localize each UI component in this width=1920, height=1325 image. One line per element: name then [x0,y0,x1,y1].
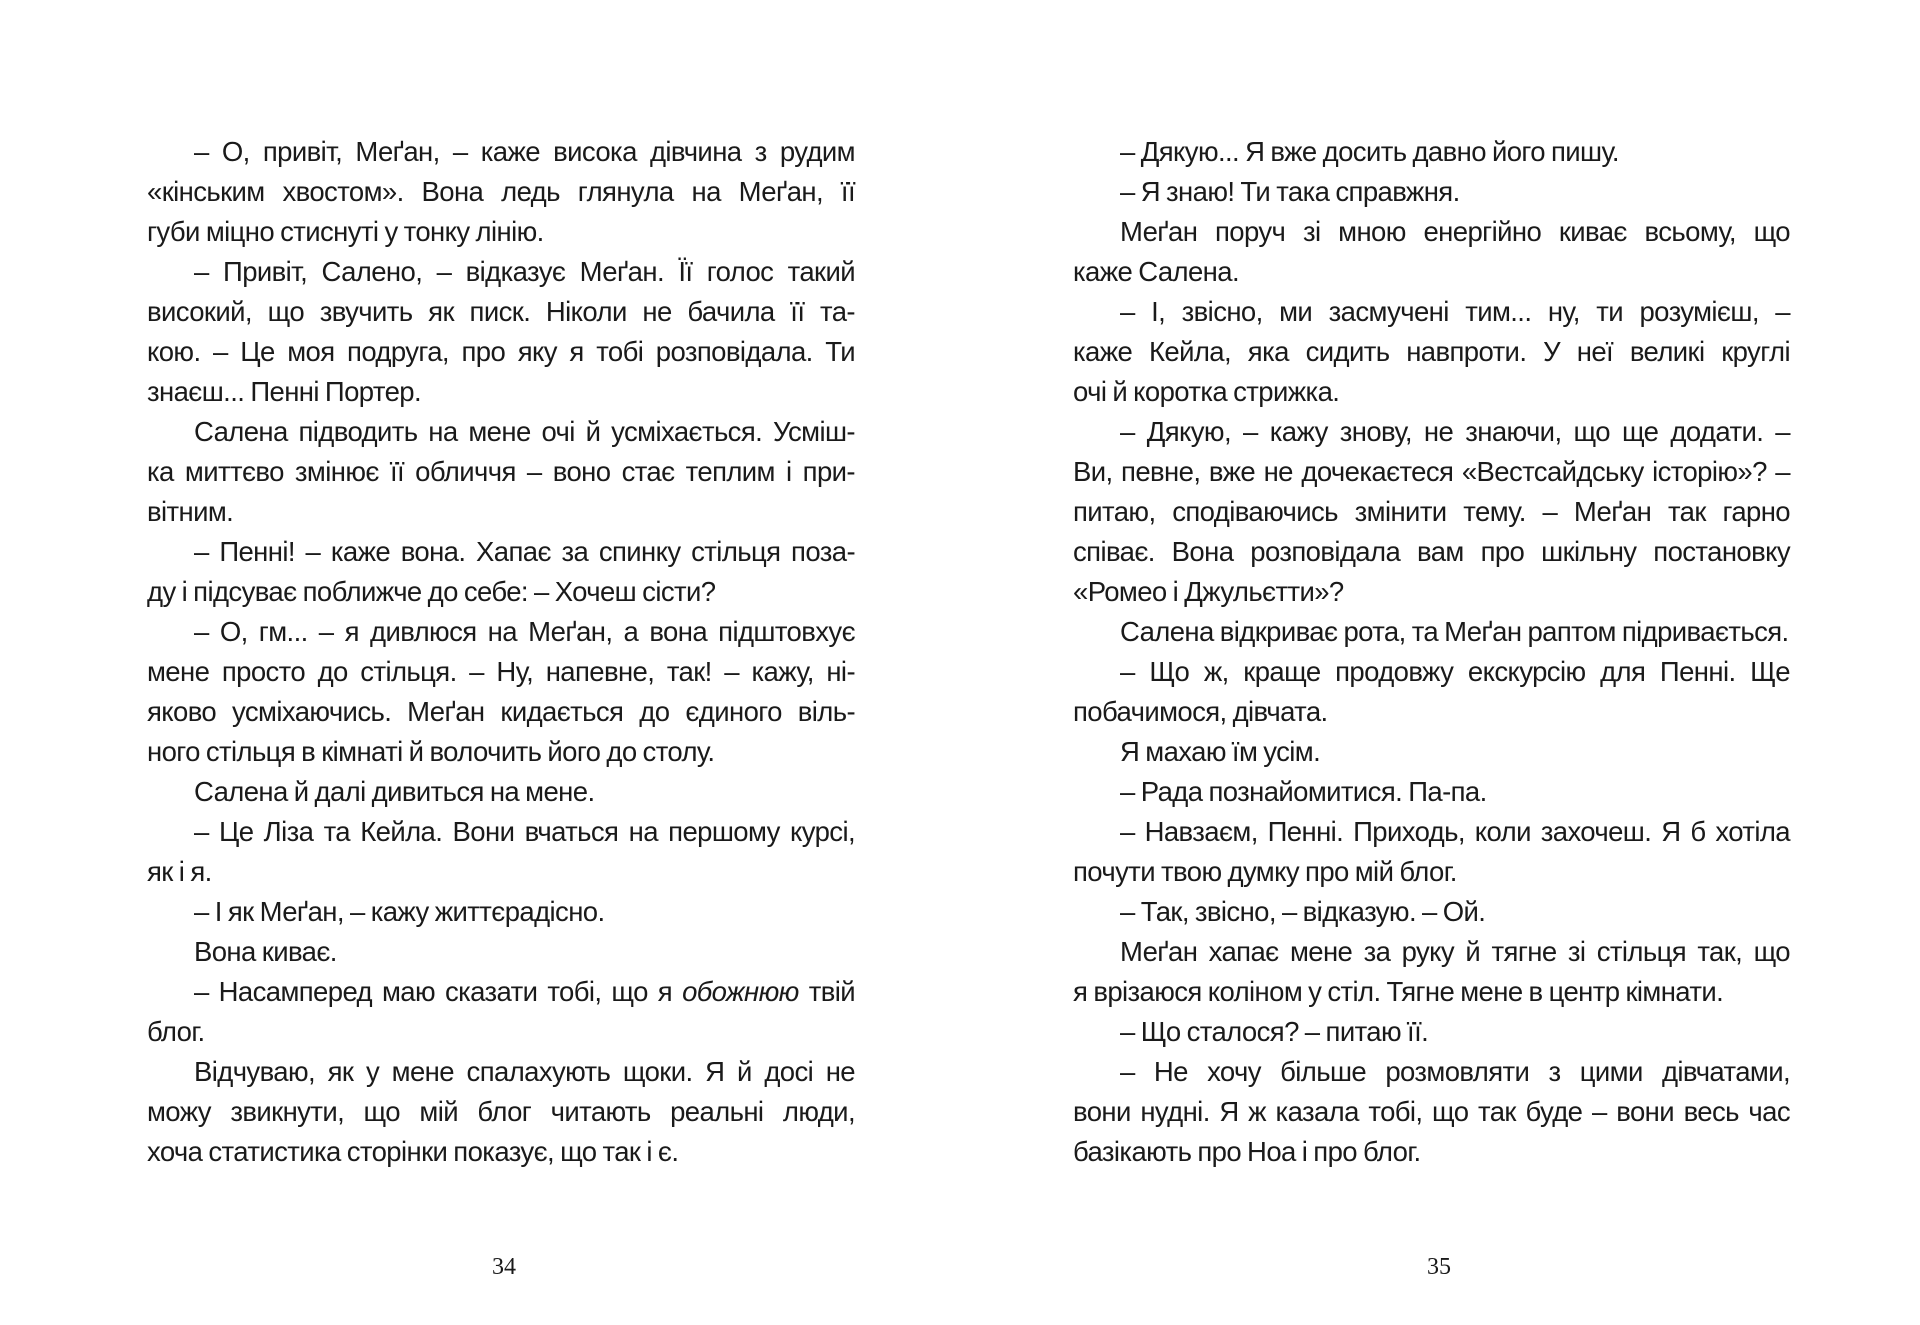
text-line: блог. [147,1016,205,1047]
text-segment: твій [798,976,855,1007]
text-line: побачимося, дівчата. [1073,696,1328,727]
text-line: Меґан хапає мене за руку й тягне зі стільця так, що [1120,936,1790,967]
text-line: – Не хочу більше розмовляти з цими дівчатами, [1120,1056,1790,1087]
text-line: знаєш... Пенні Портер. [147,376,421,407]
text-line: – І, звісно, ми засмучені тим... ну, ти розумієш, – [1120,296,1790,327]
page-number-left: 34 [492,1254,516,1280]
text-line: – І як Меґан, – кажу життєрадісно. [194,896,605,927]
text-line: каже Салена. [1073,256,1239,287]
text-line: – О, гм... – я дивлюся на Меґан, а вона підштовхує [194,616,855,647]
page-number-right: 35 [1427,1254,1451,1280]
text-line: – Що сталося? – питаю її. [1120,1016,1429,1047]
text-line: – Що ж, краще продовжу екскурсію для Пенні. Ще [1120,656,1790,687]
text-line: каже Кейла, яка сидить навпроти. У неї великі круглі [1073,336,1790,367]
text-line: «кінським хвостом». Вона ледь глянула на Меґан, її [147,176,855,207]
text-line: – Я знаю! Ти така справжня. [1120,176,1460,207]
text-line: Відчуваю, як у мене спалахують щоки. Я й досі не [194,1056,855,1087]
text-line: можу звикнути, що мій блог читають реальні люди, [147,1096,855,1127]
text-line: вони нудні. Я ж казала тобі, що так буде – вони весь час [1073,1096,1790,1127]
text-line: – Дякую... Я вже досить давно його пишу. [1120,136,1619,167]
text-line: – Рада познайомитися. Па-па. [1120,776,1487,807]
text-line: Меґан поруч зі мною енергійно киває всьому, що [1120,216,1790,247]
text-line: яково усміхаючись. Меґан кидається до єдиного віль- [147,696,855,727]
text-line: очі й коротка стрижка. [1073,376,1340,407]
text-line [147,972,855,1012]
text-line: «Ромео і Джульєтти»? [1073,576,1344,607]
text-line: Ви, певне, вже не дочекаєтеся «Вестсайдську історію»? – [1073,456,1790,487]
right-page-text [1073,132,1790,1172]
left-page-text [147,132,855,1172]
text-line: почути твою думку про мій блог. [1073,856,1457,887]
text-line: високий, що звучить як писк. Ніколи не бачила її та- [147,296,855,327]
text-segment: – Насамперед маю сказати тобі, що я [194,976,683,1007]
text-line: – Пенні! – каже вона. Хапає за спинку стільця поза- [194,536,855,567]
text-line: я врізаюся коліном у стіл. Тягне мене в центр кімнати. [1073,976,1724,1007]
text-line: – Навзаєм, Пенні. Приходь, коли захочеш. Я б хотіла [1120,816,1790,847]
text-line: – Дякую, – кажу знову, не знаючи, що ще додати. – [1120,416,1790,447]
text-line: Вона киває. [194,936,337,967]
text-line: Салена й далі дивиться на мене. [194,776,595,807]
text-line: питаю, сподіваючись змінити тему. – Меґан так гарно [1073,496,1790,527]
text-line: хоча статистика сторінки показує, що так і є. [147,1136,679,1167]
text-line: – О, привіт, Меґан, – каже висока дівчина з рудим [194,136,855,167]
text-line: – Це Ліза та Кейла. Вони вчаться на першому курсі, [194,816,855,847]
text-line: Салена підводить на мене очі й усміхається. Усміш- [194,416,855,447]
text-line: вітним. [147,496,234,527]
text-line: базікають про Ноа і про блог. [1073,1136,1421,1167]
text-line: як і я. [147,856,212,887]
text-line: – Привіт, Салено, – відказує Меґан. Її голос такий [194,256,855,287]
text-line: Я махаю їм усім. [1120,736,1321,767]
text-line: – Так, звісно, – відказую. – Ой. [1120,896,1486,927]
text-line: кою. – Це моя подруга, про яку я тобі розповідала. Ти [147,336,855,367]
text-line: мене просто до стільця. – Ну, напевне, так! – кажу, ні- [147,656,855,687]
text-line: ка миттєво змінює її обличчя – воно стає теплим і при- [147,456,855,487]
text-line: губи міцно стиснуті у тонку лінію. [147,216,544,247]
text-line: Салена відкриває рота, та Меґан раптом підривається. [1120,616,1789,647]
text-line: співає. Вона розповідала вам про шкільну постановку [1073,536,1790,567]
text-line: ного стільця в кімнаті й волочить його до столу. [147,736,715,767]
italic-word: обожнюю [682,976,799,1007]
text-line: ду і підсуває поближче до себе: – Хочеш сісти? [147,576,716,607]
